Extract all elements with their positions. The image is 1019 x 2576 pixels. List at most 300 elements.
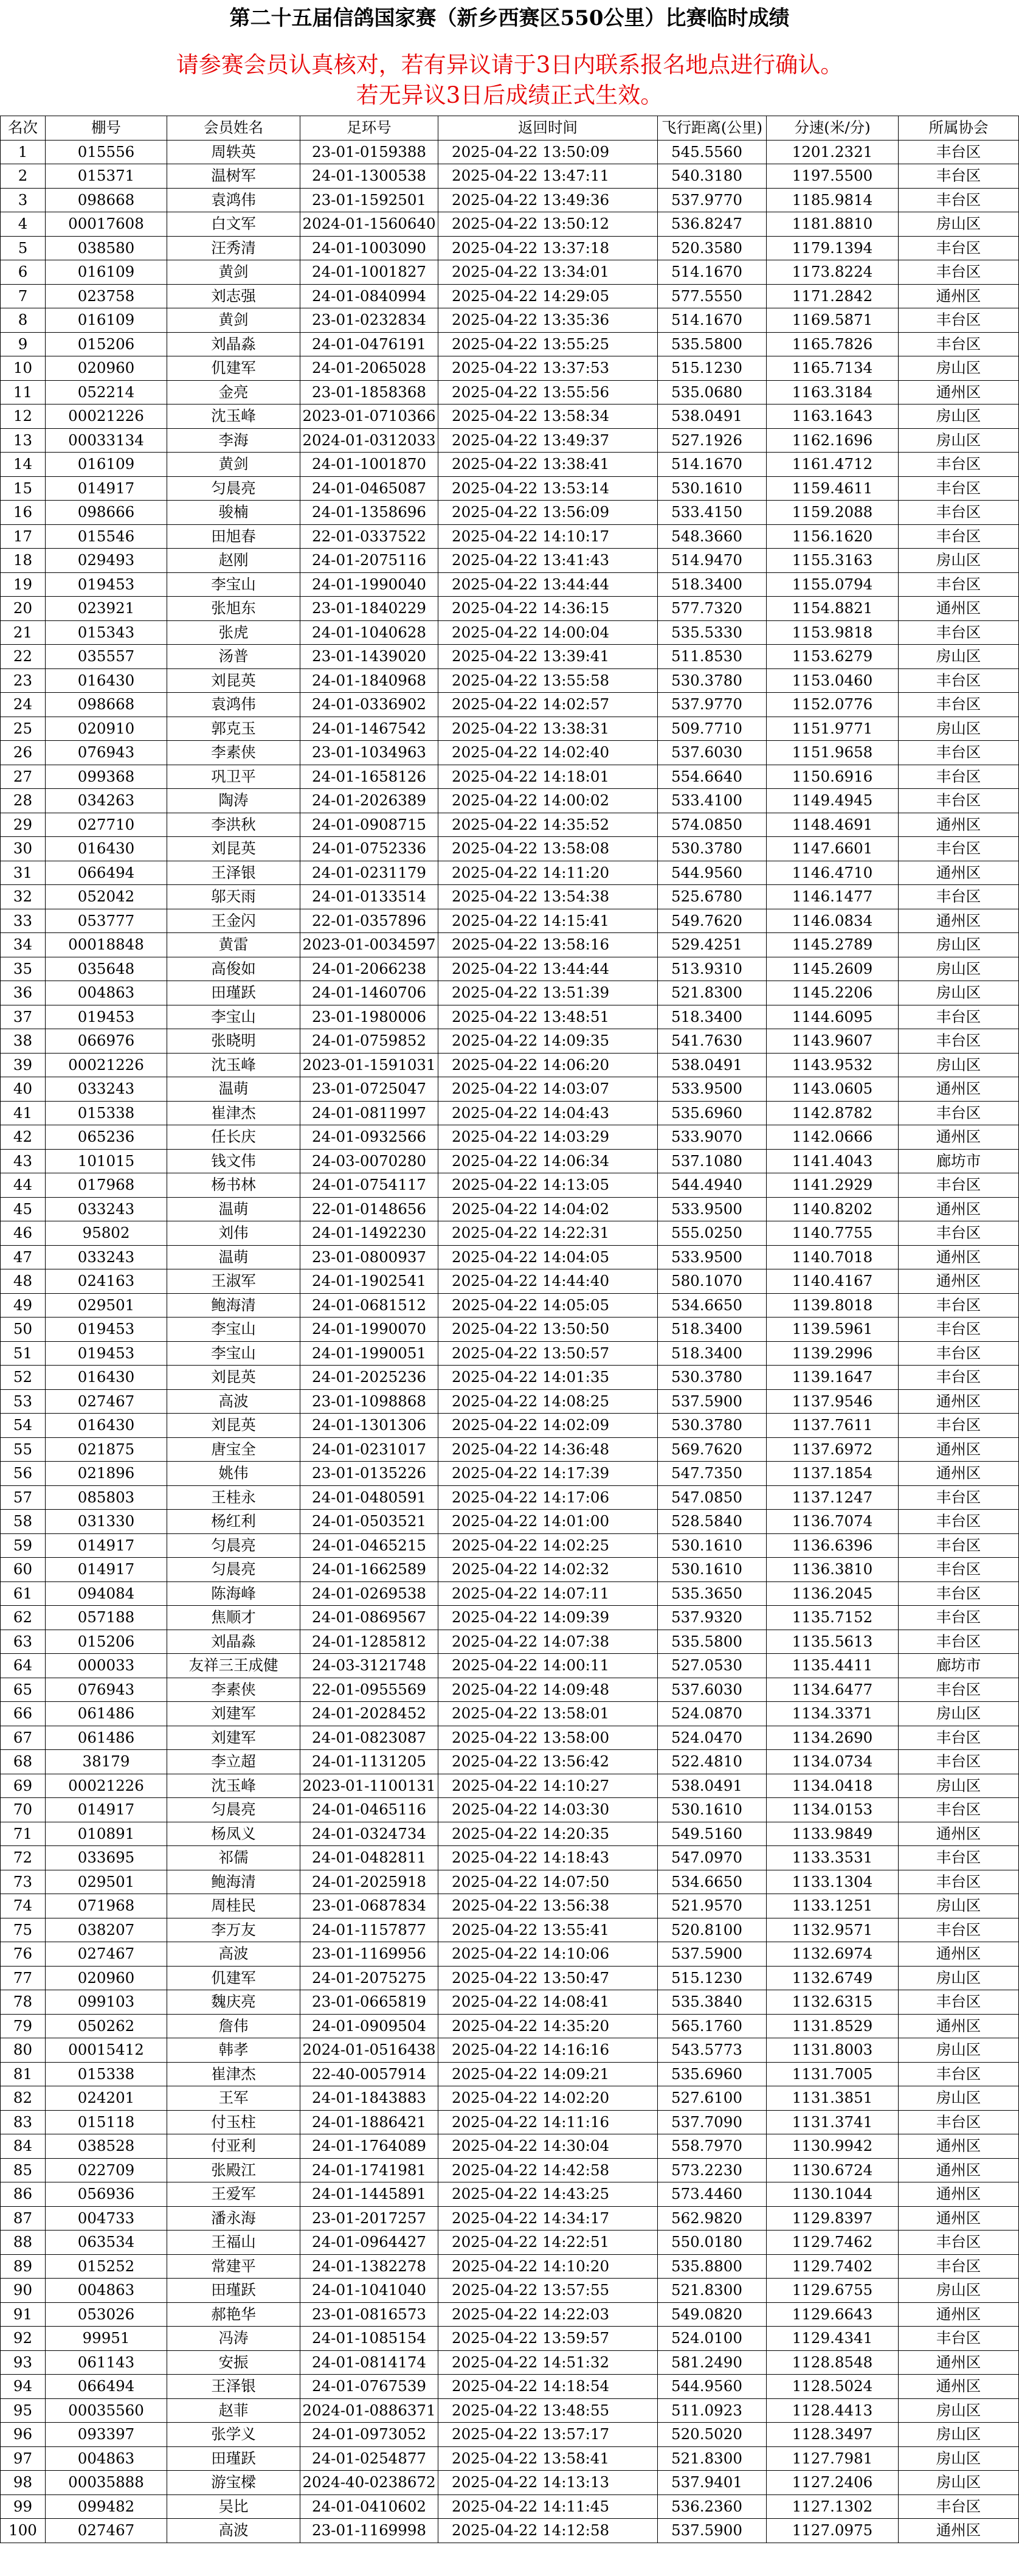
cell-rank: 74 [1,1894,46,1918]
cell-ring-no: 23-01-1169998 [300,2519,438,2543]
cell-distance: 514.1670 [658,260,767,285]
cell-distance: 538.0491 [658,404,767,429]
cell-speed: 1143.0605 [767,1077,899,1102]
cell-distance: 530.3780 [658,1414,767,1438]
cell-speed: 1143.9607 [767,1029,899,1054]
cell-loft-no: 038528 [46,2134,167,2159]
cell-distance: 527.1926 [658,428,767,453]
cell-rank: 14 [1,453,46,477]
cell-distance: 545.5560 [658,140,767,164]
cell-distance: 518.3400 [658,572,767,597]
table-row [1,1053,1019,1077]
cell-return-time: 2025-04-22 14:00:04 [438,620,658,645]
cell-ring-no: 2024-01-0886371 [300,2398,438,2423]
cell-ring-no: 24-01-1658126 [300,765,438,789]
cell-ring-no: 24-01-2025236 [300,1366,438,1390]
cell-distance: 537.9320 [658,1606,767,1630]
cell-member-name: 崔津杰 [167,2062,300,2086]
cell-return-time: 2025-04-22 14:36:15 [438,597,658,621]
table-row [1,2327,1019,2351]
cell-loft-no: 016109 [46,260,167,285]
cell-distance: 529.4251 [658,933,767,957]
cell-ring-no: 24-01-1131205 [300,1750,438,1774]
cell-return-time: 2025-04-22 13:35:36 [438,308,658,333]
cell-distance: 535.5330 [658,620,767,645]
cell-member-name: 崔津杰 [167,1101,300,1125]
cell-association: 通州区 [899,1437,1019,1462]
cell-distance: 515.1230 [658,356,767,381]
cell-ring-no: 23-01-1169956 [300,1942,438,1967]
cell-rank: 72 [1,1846,46,1870]
cell-loft-no: 00021226 [46,404,167,429]
cell-rank: 37 [1,1005,46,1029]
cell-association: 丰台区 [899,2494,1019,2519]
cell-member-name: 赵菲 [167,2398,300,2423]
cell-association: 丰台区 [899,2254,1019,2279]
cell-association: 丰台区 [899,2231,1019,2255]
cell-distance: 535.6960 [658,1101,767,1125]
cell-loft-no: 085803 [46,1485,167,1510]
cell-distance: 535.3650 [658,1581,767,1606]
header-association: 所属协会 [899,116,1019,141]
table-row [1,1894,1019,1918]
cell-distance: 530.1610 [658,476,767,501]
cell-association: 丰台区 [899,1990,1019,2015]
cell-speed: 1134.0418 [767,1774,899,1798]
cell-loft-no: 027467 [46,1942,167,1967]
cell-loft-no: 099103 [46,1990,167,2015]
cell-speed: 1137.1247 [767,1485,899,1510]
cell-loft-no: 019453 [46,572,167,597]
cell-distance: 537.6030 [658,1678,767,1702]
cell-ring-no: 23-01-1439020 [300,645,438,669]
cell-return-time: 2025-04-22 13:58:00 [438,1726,658,1750]
table-row [1,2279,1019,2303]
cell-loft-no: 00021226 [46,1774,167,1798]
cell-distance: 537.7090 [658,2110,767,2134]
table-row [1,1318,1019,1342]
cell-rank: 53 [1,1389,46,1414]
cell-member-name: 匀晨亮 [167,1558,300,1582]
cell-association: 通州区 [899,1389,1019,1414]
cell-distance: 547.7350 [658,1462,767,1486]
cell-member-name: 冯涛 [167,2327,300,2351]
cell-speed: 1130.1044 [767,2182,899,2207]
cell-return-time: 2025-04-22 13:59:57 [438,2327,658,2351]
cell-member-name: 王军 [167,2086,300,2111]
cell-ring-no: 22-40-0057914 [300,2062,438,2086]
cell-ring-no: 24-01-0767539 [300,2375,438,2399]
cell-ring-no: 2023-01-1100131 [300,1774,438,1798]
table-row [1,620,1019,645]
cell-rank: 63 [1,1630,46,1654]
cell-return-time: 2025-04-22 14:03:07 [438,1077,658,1102]
cell-return-time: 2025-04-22 14:01:00 [438,1510,658,1534]
cell-member-name: 张虎 [167,620,300,645]
table-row [1,380,1019,404]
cell-distance: 533.4100 [658,789,767,813]
cell-ring-no: 24-01-0480591 [300,1485,438,1510]
cell-loft-no: 014917 [46,1798,167,1822]
cell-association: 丰台区 [899,1510,1019,1534]
cell-return-time: 2025-04-22 14:02:20 [438,2086,658,2111]
table-row [1,981,1019,1005]
cell-member-name: 刘晶淼 [167,332,300,356]
cell-speed: 1131.8003 [767,2038,899,2063]
cell-member-name: 李洪秋 [167,813,300,837]
table-row [1,1726,1019,1750]
cell-speed: 1153.0460 [767,668,899,693]
cell-member-name: 仉建军 [167,356,300,381]
cell-ring-no: 24-01-2075116 [300,549,438,573]
cell-member-name: 陈海峰 [167,1581,300,1606]
cell-distance: 554.6640 [658,765,767,789]
cell-loft-no: 024201 [46,2086,167,2111]
cell-ring-no: 24-01-2026389 [300,789,438,813]
cell-distance: 514.1670 [658,308,767,333]
cell-loft-no: 057188 [46,1606,167,1630]
cell-member-name: 潘永海 [167,2206,300,2231]
cell-ring-no: 24-01-0465087 [300,476,438,501]
cell-member-name: 付亚利 [167,2134,300,2159]
cell-member-name: 田瑾跃 [167,981,300,1005]
table-row [1,549,1019,573]
cell-distance: 537.1080 [658,1149,767,1173]
cell-loft-no: 015338 [46,1101,167,1125]
table-row [1,212,1019,237]
cell-rank: 43 [1,1149,46,1173]
cell-association: 丰台区 [899,1581,1019,1606]
cell-rank: 47 [1,1245,46,1269]
cell-speed: 1142.0666 [767,1125,899,1150]
cell-distance: 544.4940 [658,1173,767,1198]
cell-ring-no: 24-01-1445891 [300,2182,438,2207]
cell-ring-no: 24-01-0482811 [300,1846,438,1870]
cell-speed: 1163.1643 [767,404,899,429]
cell-rank: 8 [1,308,46,333]
cell-rank: 26 [1,741,46,765]
cell-loft-no: 99951 [46,2327,167,2351]
cell-return-time: 2025-04-22 13:34:01 [438,260,658,285]
table-row [1,2519,1019,2543]
cell-rank: 2 [1,164,46,189]
cell-return-time: 2025-04-22 14:36:48 [438,1437,658,1462]
header-return-time: 返回时间 [438,116,658,141]
cell-speed: 1129.4341 [767,2327,899,2351]
cell-return-time: 2025-04-22 14:07:50 [438,1870,658,1894]
cell-speed: 1134.6477 [767,1678,899,1702]
cell-speed: 1129.6643 [767,2302,899,2327]
cell-distance: 524.0870 [658,1702,767,1726]
cell-return-time: 2025-04-22 14:11:45 [438,2494,658,2519]
cell-loft-no: 015206 [46,1630,167,1654]
table-row [1,2038,1019,2063]
cell-ring-no: 24-01-0754117 [300,1173,438,1198]
table-row [1,1221,1019,1246]
header-rank: 名次 [1,116,46,141]
table-row [1,2350,1019,2375]
cell-distance: 581.2490 [658,2350,767,2375]
cell-speed: 1152.0776 [767,693,899,717]
table-row [1,1678,1019,1702]
cell-loft-no: 050262 [46,2014,167,2038]
cell-return-time: 2025-04-22 14:34:17 [438,2206,658,2231]
cell-rank: 34 [1,933,46,957]
cell-loft-no: 021896 [46,1462,167,1486]
cell-speed: 1140.8202 [767,1197,899,1221]
cell-ring-no: 24-01-2025918 [300,1870,438,1894]
cell-member-name: 姚伟 [167,1462,300,1486]
cell-ring-no: 24-01-1662589 [300,1558,438,1582]
cell-member-name: 游宝樑 [167,2471,300,2495]
cell-distance: 573.4460 [658,2182,767,2207]
cell-association: 通州区 [899,284,1019,308]
cell-ring-no: 24-01-2066238 [300,957,438,981]
cell-distance: 533.9500 [658,1245,767,1269]
cell-rank: 54 [1,1414,46,1438]
cell-speed: 1151.9771 [767,717,899,741]
header-loft-no: 棚号 [46,116,167,141]
cell-loft-no: 015371 [46,164,167,189]
cell-loft-no: 027467 [46,2519,167,2543]
cell-speed: 1151.9658 [767,741,899,765]
cell-loft-no: 00035560 [46,2398,167,2423]
cell-return-time: 2025-04-22 13:56:38 [438,1894,658,1918]
cell-member-name: 刘昆英 [167,668,300,693]
cell-speed: 1145.2609 [767,957,899,981]
cell-return-time: 2025-04-22 14:10:06 [438,1942,658,1967]
cell-return-time: 2025-04-22 14:10:17 [438,524,658,549]
cell-rank: 16 [1,501,46,525]
cell-loft-no: 020960 [46,356,167,381]
table-row [1,332,1019,356]
cell-ring-no: 24-01-1001827 [300,260,438,285]
cell-association: 丰台区 [899,1341,1019,1366]
cell-ring-no: 2023-01-0710366 [300,404,438,429]
cell-association: 通州区 [899,2519,1019,2543]
cell-loft-no: 016109 [46,453,167,477]
cell-speed: 1139.2996 [767,1341,899,1366]
cell-member-name: 白文军 [167,212,300,237]
cell-association: 通州区 [899,861,1019,885]
cell-ring-no: 2024-40-0238672 [300,2471,438,2495]
cell-ring-no: 23-01-1098868 [300,1389,438,1414]
cell-distance: 533.9500 [658,1197,767,1221]
table-row [1,1101,1019,1125]
cell-member-name: 鲍海清 [167,1870,300,1894]
cell-member-name: 温萌 [167,1245,300,1269]
cell-member-name: 王淑军 [167,1269,300,1294]
table-row [1,1822,1019,1846]
cell-return-time: 2025-04-22 14:03:29 [438,1125,658,1150]
cell-rank: 6 [1,260,46,285]
cell-loft-no: 052042 [46,885,167,909]
cell-return-time: 2025-04-22 14:02:40 [438,741,658,765]
cell-speed: 1161.4712 [767,453,899,477]
cell-speed: 1131.3851 [767,2086,899,2111]
cell-loft-no: 004863 [46,981,167,1005]
cell-rank: 57 [1,1485,46,1510]
cell-rank: 99 [1,2494,46,2519]
cell-member-name: 李宝山 [167,1005,300,1029]
cell-loft-no: 38179 [46,1750,167,1774]
cell-rank: 93 [1,2350,46,2375]
cell-distance: 518.3400 [658,1341,767,1366]
cell-loft-no: 017968 [46,1173,167,1198]
cell-distance: 534.6650 [658,1870,767,1894]
cell-speed: 1156.1620 [767,524,899,549]
cell-distance: 537.9401 [658,2471,767,2495]
cell-member-name: 王爱军 [167,2182,300,2207]
cell-association: 廊坊市 [899,1654,1019,1678]
cell-association: 丰台区 [899,1606,1019,1630]
table-row [1,501,1019,525]
cell-ring-no: 23-01-0232834 [300,308,438,333]
cell-speed: 1149.4945 [767,789,899,813]
cell-speed: 1146.0834 [767,909,899,933]
cell-association: 丰台区 [899,885,1019,909]
cell-ring-no: 23-01-0816573 [300,2302,438,2327]
cell-return-time: 2025-04-22 14:02:57 [438,693,658,717]
cell-loft-no: 023758 [46,284,167,308]
cell-loft-no: 021875 [46,1437,167,1462]
table-row [1,1077,1019,1102]
cell-rank: 69 [1,1774,46,1798]
cell-association: 通州区 [899,1942,1019,1967]
cell-return-time: 2025-04-22 14:08:41 [438,1990,658,2015]
cell-distance: 520.5020 [658,2423,767,2447]
cell-member-name: 周桂民 [167,1894,300,1918]
cell-association: 房山区 [899,2398,1019,2423]
cell-member-name: 汤普 [167,645,300,669]
cell-distance: 511.8530 [658,645,767,669]
cell-return-time: 2025-04-22 13:47:11 [438,164,658,189]
cell-loft-no: 014917 [46,476,167,501]
cell-association: 丰台区 [899,1366,1019,1390]
cell-member-name: 赵刚 [167,549,300,573]
cell-loft-no: 053777 [46,909,167,933]
cell-rank: 19 [1,572,46,597]
cell-speed: 1128.8548 [767,2350,899,2375]
cell-member-name: 高波 [167,2519,300,2543]
cell-loft-no: 061143 [46,2350,167,2375]
cell-association: 丰台区 [899,453,1019,477]
cell-member-name: 黄剑 [167,308,300,333]
cell-speed: 1136.2045 [767,1581,899,1606]
cell-distance: 524.0470 [658,1726,767,1750]
cell-association: 丰台区 [899,1846,1019,1870]
cell-ring-no: 24-01-1157877 [300,1918,438,1942]
table-row [1,1293,1019,1318]
cell-member-name: 李宝山 [167,1341,300,1366]
cell-return-time: 2025-04-22 14:07:11 [438,1581,658,1606]
cell-loft-no: 066976 [46,1029,167,1054]
cell-member-name: 刘建军 [167,1702,300,1726]
cell-loft-no: 015546 [46,524,167,549]
cell-ring-no: 23-01-0725047 [300,1077,438,1102]
cell-member-name: 李立超 [167,1750,300,1774]
cell-return-time: 2025-04-22 13:55:56 [438,380,658,404]
cell-distance: 515.1230 [658,1966,767,1990]
cell-distance: 538.0491 [658,1774,767,1798]
table-row [1,1173,1019,1198]
cell-member-name: 郝艳华 [167,2302,300,2327]
cell-association: 丰台区 [899,1558,1019,1582]
cell-rank: 77 [1,1966,46,1990]
cell-member-name: 任长庆 [167,1125,300,1150]
cell-loft-no: 033695 [46,1846,167,1870]
cell-speed: 1127.2406 [767,2471,899,2495]
cell-ring-no: 22-01-0148656 [300,1197,438,1221]
table-row [1,668,1019,693]
cell-association: 丰台区 [899,260,1019,285]
cell-rank: 94 [1,2375,46,2399]
table-row [1,404,1019,429]
cell-rank: 25 [1,717,46,741]
cell-speed: 1136.3810 [767,1558,899,1582]
cell-rank: 62 [1,1606,46,1630]
cell-ring-no: 24-01-0410602 [300,2494,438,2519]
table-row [1,1269,1019,1294]
cell-member-name: 钱文伟 [167,1149,300,1173]
cell-association: 丰台区 [899,1918,1019,1942]
cell-loft-no: 015206 [46,332,167,356]
cell-distance: 580.1070 [658,1269,767,1294]
cell-ring-no: 24-01-1492230 [300,1221,438,1246]
cell-ring-no: 22-01-0337522 [300,524,438,549]
cell-speed: 1136.6396 [767,1533,899,1558]
cell-speed: 1139.5961 [767,1318,899,1342]
table-row [1,1798,1019,1822]
table-row [1,1750,1019,1774]
cell-speed: 1143.9532 [767,1053,899,1077]
cell-association: 通州区 [899,813,1019,837]
cell-association: 通州区 [899,1125,1019,1150]
cell-ring-no: 24-01-0964427 [300,2231,438,2255]
table-row [1,1654,1019,1678]
table-row [1,957,1019,981]
cell-speed: 1127.1302 [767,2494,899,2519]
cell-rank: 84 [1,2134,46,2159]
cell-return-time: 2025-04-22 14:07:38 [438,1630,658,1654]
cell-member-name: 詹伟 [167,2014,300,2038]
cell-ring-no: 23-01-0800937 [300,1245,438,1269]
cell-return-time: 2025-04-22 14:09:21 [438,2062,658,2086]
cell-ring-no: 24-01-1041040 [300,2279,438,2303]
cell-speed: 1140.4167 [767,1269,899,1294]
cell-speed: 1139.1647 [767,1366,899,1390]
cell-rank: 9 [1,332,46,356]
cell-distance: 514.9470 [658,549,767,573]
cell-ring-no: 24-01-1840968 [300,668,438,693]
cell-member-name: 黄剑 [167,260,300,285]
cell-rank: 60 [1,1558,46,1582]
cell-rank: 31 [1,861,46,885]
cell-distance: 530.3780 [658,837,767,861]
cell-distance: 547.0970 [658,1846,767,1870]
cell-ring-no: 24-01-1460706 [300,981,438,1005]
cell-association: 通州区 [899,1822,1019,1846]
cell-rank: 50 [1,1318,46,1342]
cell-distance: 548.3660 [658,524,767,549]
cell-ring-no: 24-01-0681512 [300,1293,438,1318]
cell-return-time: 2025-04-22 14:22:51 [438,2231,658,2255]
cell-rank: 20 [1,597,46,621]
cell-return-time: 2025-04-22 13:38:41 [438,453,658,477]
cell-distance: 537.9770 [658,693,767,717]
cell-loft-no: 015338 [46,2062,167,2086]
cell-association: 房山区 [899,2279,1019,2303]
